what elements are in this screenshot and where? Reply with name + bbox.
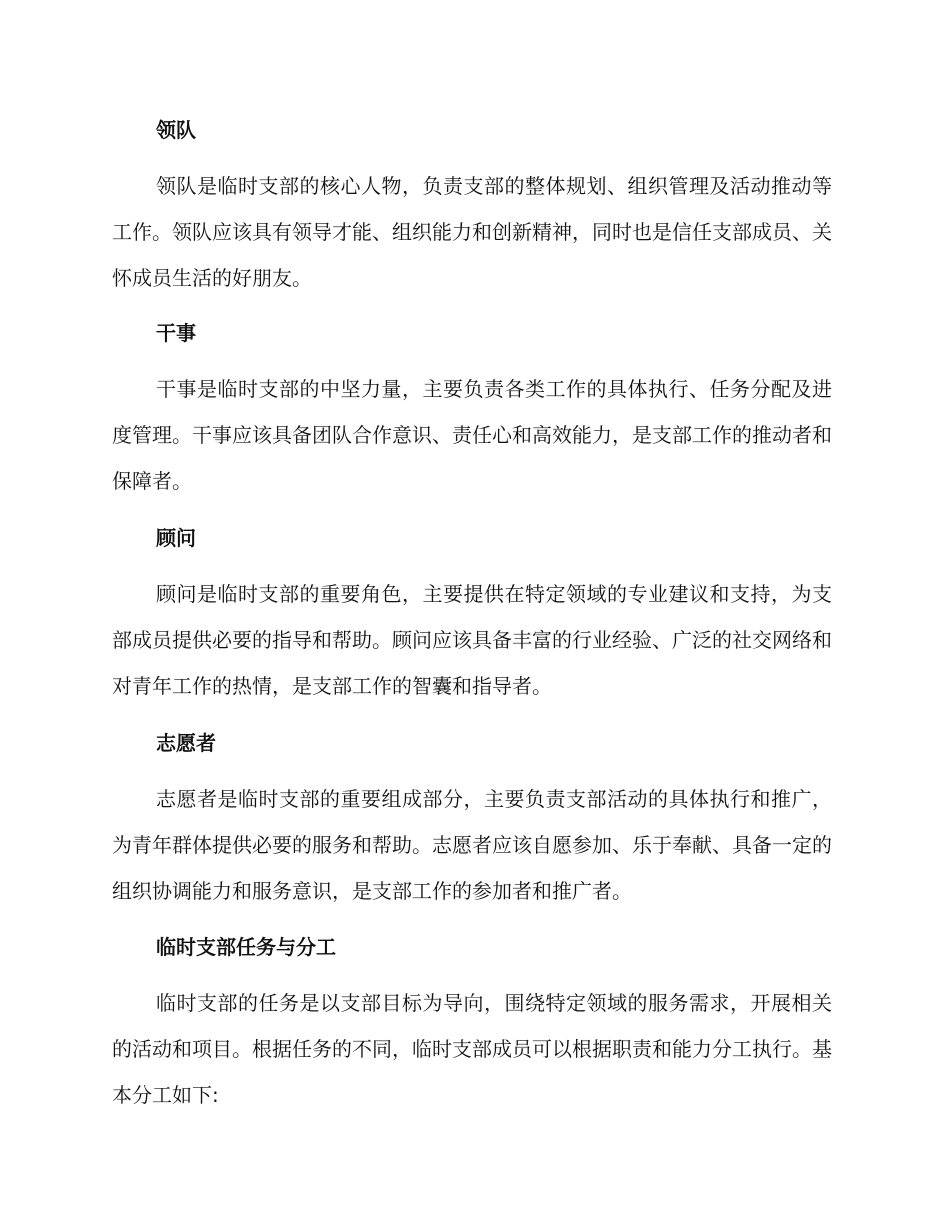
section-heading-leader: 领队 — [156, 118, 196, 142]
section-body-tasks: 临时支部的任务是以支部目标为导向，围绕特定领域的服务需求，开展相关的活动和项目。根据任务的不同，临时支部成员可以根据职责和能力分工执行。基本分工如下: — [112, 991, 832, 1107]
section-heading-officer: 干事 — [156, 321, 196, 345]
section-heading-advisor: 顾问 — [156, 526, 196, 550]
section-body-leader: 领队是临时支部的核心人物，负责支部的整体规划、组织管理及活动推动等工作。领队应该具有领导才能、组织能力和创新精神，同时也是信任支部成员、关怀成员生活的好朋友。 — [112, 174, 832, 290]
section-heading-volunteer: 志愿者 — [156, 731, 216, 755]
section-body-advisor: 顾问是临时支部的重要角色，主要提供在特定领域的专业建议和支持，为支部成员提供必要的指导和帮助。顾问应该具备丰富的行业经验、广泛的社交网络和对青年工作的热情，是支部工作的智囊和指导者。 — [112, 582, 832, 698]
section-body-officer: 干事是临时支部的中坚力量，主要负责各类工作的具体执行、任务分配及进度管理。干事应该具备团队合作意识、责任心和高效能力，是支部工作的推动者和保障者。 — [112, 377, 832, 493]
section-heading-tasks: 临时支部任务与分工 — [156, 935, 336, 959]
section-body-volunteer: 志愿者是临时支部的重要组成部分，主要负责支部活动的具体执行和推广，为青年群体提供必要的服务和帮助。志愿者应该自愿参加、乐于奉献、具备一定的组织协调能力和服务意识，是支部工作的参加者和推广者。 — [112, 787, 832, 903]
